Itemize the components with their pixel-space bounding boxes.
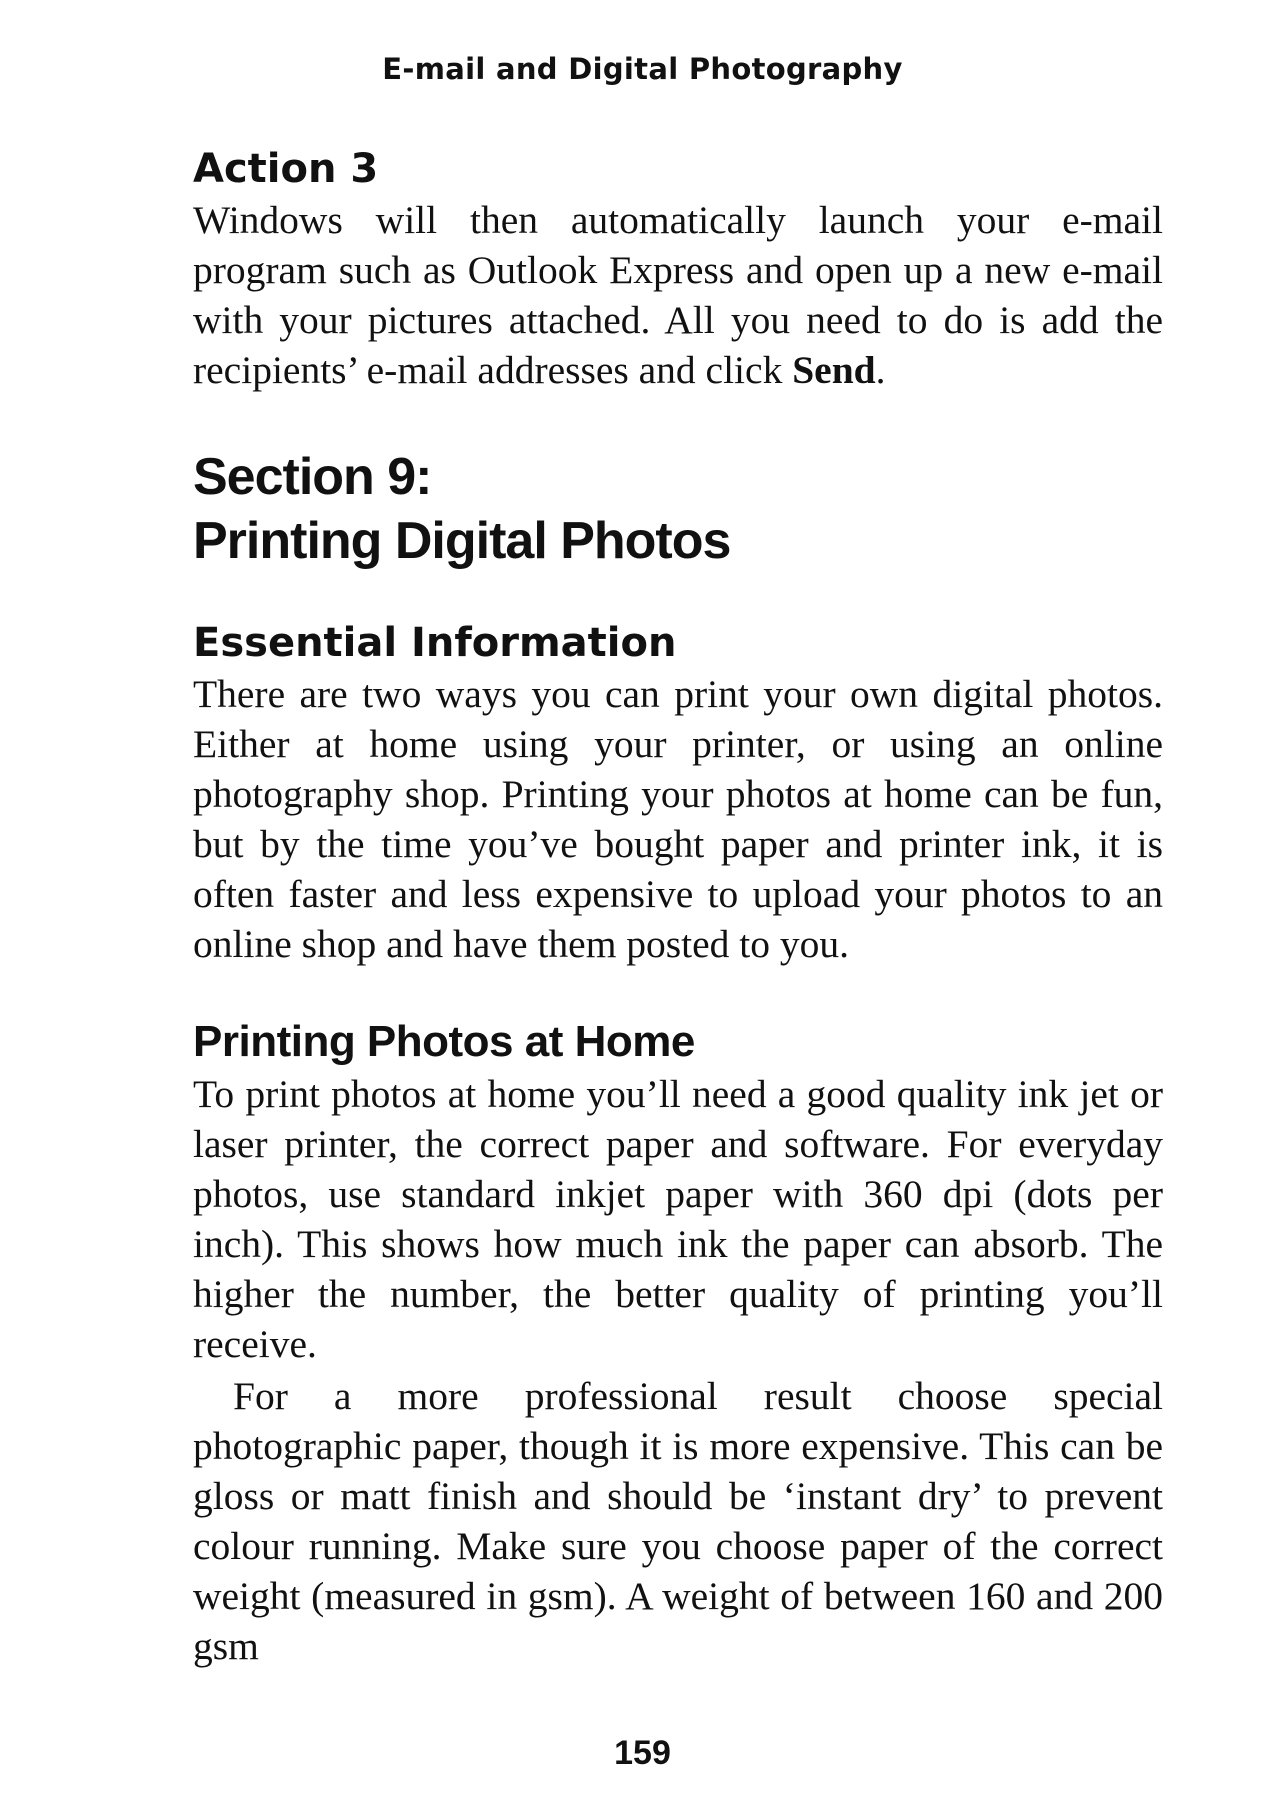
printing-home-paragraph-1: To print photos at home you’ll need a good quality ink jet or laser printer, the correct paper and software. For everyday photos, use standard inkjet paper with 360 dpi (dots per inch). This shows how much ink the paper can absorb. The higher the number, the better quality of printing you’ll receive. <box>193 1072 1163 1366</box>
action-3-paragraph <box>193 195 1163 395</box>
action-3-heading: Action 3 <box>193 146 379 192</box>
section-title-line-2: Printing Digital Photos <box>193 512 731 570</box>
action-3-text: Windows will then automatically launch your e-mail program such as Outlook Express and open up a new e-mail with your pictures attached. All you need to do is add the recipients’ e-mail addresses and click <box>193 198 1163 392</box>
section-title-line-1: Section 9: <box>193 448 432 506</box>
running-header: E-mail and Digital Photography <box>382 52 903 86</box>
action-3-text-end: . <box>875 348 886 392</box>
page-content <box>193 143 1163 1671</box>
printing-home-paragraph-2: For a more professional result choose special photographic paper, though it is more expensive. This can be gloss or matt finish and should be ‘instant dry’ to prevent colour running. Make sure you choose paper of the correct weight (measured in gsm). A weight of between 160 and 200 gsm <box>193 1374 1163 1668</box>
printing-photos-at-home-heading: Printing Photos at Home <box>193 1017 695 1066</box>
section-title <box>193 445 1163 573</box>
essential-information-heading: Essential Information <box>193 620 677 666</box>
essential-information-paragraph: There are two ways you can print your own digital photos. Either at home using your printer, or using an online photography shop. Printing your photos at home can be fun, but by the time you’ve bought paper and printer ink, it is often faster and less expensive to upload your photos to an online shop and have them posted to you. <box>193 672 1163 966</box>
send-bold-word: Send <box>792 348 876 392</box>
page-number: 159 <box>614 1734 671 1772</box>
